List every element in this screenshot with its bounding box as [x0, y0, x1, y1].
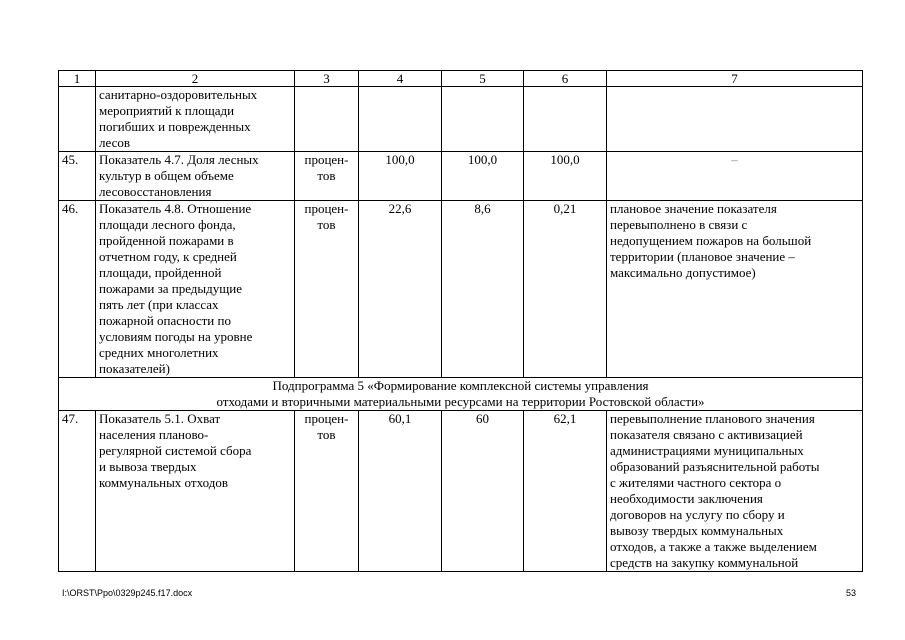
name-line: коммунальных отходов [99, 475, 228, 490]
header-row [59, 71, 863, 87]
note-line: с жителями частного сектора о [610, 475, 782, 490]
report-table [58, 70, 863, 572]
note-line: средств на закупку коммунальной [610, 555, 799, 570]
header-col-3: 3 [295, 71, 359, 87]
note-line: администрациями муниципальных [610, 443, 804, 458]
indicator-name-cell [96, 152, 295, 201]
note-cell [607, 87, 863, 152]
name-line: лесовосстановления [99, 184, 212, 199]
note-cell [607, 201, 863, 378]
note-line: плановое значение показателя [610, 201, 777, 216]
unit-cell [295, 87, 359, 152]
subprogram-line: отходами и вторичными материальными ресурсами на территории Ростовской области» [216, 394, 705, 409]
name-line: пожарной опасности по [99, 313, 231, 328]
note-line: показателя связано с активизацией [610, 427, 803, 442]
name-line: Показатель 4.8. Отношение [99, 201, 252, 216]
unit-line: тов [317, 427, 336, 442]
value-cell-6: 100,0 [524, 152, 607, 201]
table-row-47 [59, 411, 863, 572]
note-line: вывозу твердых коммунальных [610, 523, 784, 538]
unit-cell [295, 201, 359, 378]
note-line: территории (плановое значение – [610, 249, 795, 264]
value-cell-6: 62,1 [524, 411, 607, 572]
name-line: условиям погоды на уровне [99, 329, 253, 344]
name-line: и вывоза твердых [99, 459, 197, 474]
indicator-name-cell [96, 411, 295, 572]
name-line: погибших и поврежденных [99, 119, 251, 134]
subprogram-row [59, 378, 863, 411]
header-col-1: 1 [59, 71, 96, 87]
header-col-4: 4 [359, 71, 442, 87]
value-cell-6 [524, 87, 607, 152]
name-line: пожарами за предыдущие [99, 281, 242, 296]
name-line: площади, пройденной [99, 265, 222, 280]
value-cell-5: 8,6 [442, 201, 524, 378]
indicator-name-cell [96, 201, 295, 378]
name-line: пройденной пожарами в [99, 233, 234, 248]
table-row-45 [59, 152, 863, 201]
note-line: необходимости заключения [610, 491, 763, 506]
note-line: недопущением пожаров на большой [610, 233, 812, 248]
row-number-cell [59, 87, 96, 152]
unit-line: процен- [304, 411, 349, 426]
note-line: образований разъяснительной работы [610, 459, 820, 474]
row-number: 46. [59, 201, 96, 378]
name-line: отчетном году, к средней [99, 249, 237, 264]
table-row-continuation [59, 87, 863, 152]
value-cell-5 [442, 87, 524, 152]
name-line: мероприятий к площади [99, 103, 235, 118]
name-line: лесов [99, 135, 130, 150]
value-cell-4: 60,1 [359, 411, 442, 572]
unit-line: тов [317, 217, 336, 232]
unit-line: тов [317, 168, 336, 183]
name-line: культур в общем объеме [99, 168, 234, 183]
subprogram-heading [59, 378, 863, 411]
note-line: договоров на услугу по сбору и [610, 507, 785, 522]
header-col-6: 6 [524, 71, 607, 87]
row-number: 47. [59, 411, 96, 572]
name-line: Показатель 4.7. Доля лесных [99, 152, 259, 167]
name-line: показателей) [99, 361, 170, 376]
value-cell-6: 0,21 [524, 201, 607, 378]
name-line: Показатель 5.1. Охват [99, 411, 221, 426]
header-col-5: 5 [442, 71, 524, 87]
indicator-name-cell [96, 87, 295, 152]
value-cell-4 [359, 87, 442, 152]
unit-line: процен- [304, 152, 349, 167]
value-cell-5: 60 [442, 411, 524, 572]
note-line: перевыполнение планового значения [610, 411, 815, 426]
unit-cell [295, 411, 359, 572]
note-cell: – [607, 152, 863, 201]
note-line: максимально допустимое) [610, 265, 756, 280]
name-line: средних многолетних [99, 345, 219, 360]
unit-line: процен- [304, 201, 349, 216]
value-cell-4: 100,0 [359, 152, 442, 201]
value-cell-5: 100,0 [442, 152, 524, 201]
header-col-7: 7 [607, 71, 863, 87]
note-cell [607, 411, 863, 572]
name-line: санитарно-оздоровительных [99, 87, 258, 102]
row-number: 45. [59, 152, 96, 201]
name-line: регулярной системой сбора [99, 443, 252, 458]
note-line: отходов, а также а также выделением [610, 539, 817, 554]
value-cell-4: 22,6 [359, 201, 442, 378]
footer-file-path: I:\ORST\Ppo\0329p245.f17.docx [62, 588, 193, 598]
subprogram-line: Подпрограмма 5 «Формирование комплексной системы управления [272, 378, 649, 393]
name-line: населения планово- [99, 427, 209, 442]
unit-cell [295, 152, 359, 201]
header-col-2: 2 [96, 71, 295, 87]
name-line: площади лесного фонда, [99, 217, 236, 232]
note-line: перевыполнено в связи с [610, 217, 748, 232]
name-line: пять лет (при классах [99, 297, 219, 312]
page-number: 53 [846, 588, 857, 598]
table-row-46 [59, 201, 863, 378]
